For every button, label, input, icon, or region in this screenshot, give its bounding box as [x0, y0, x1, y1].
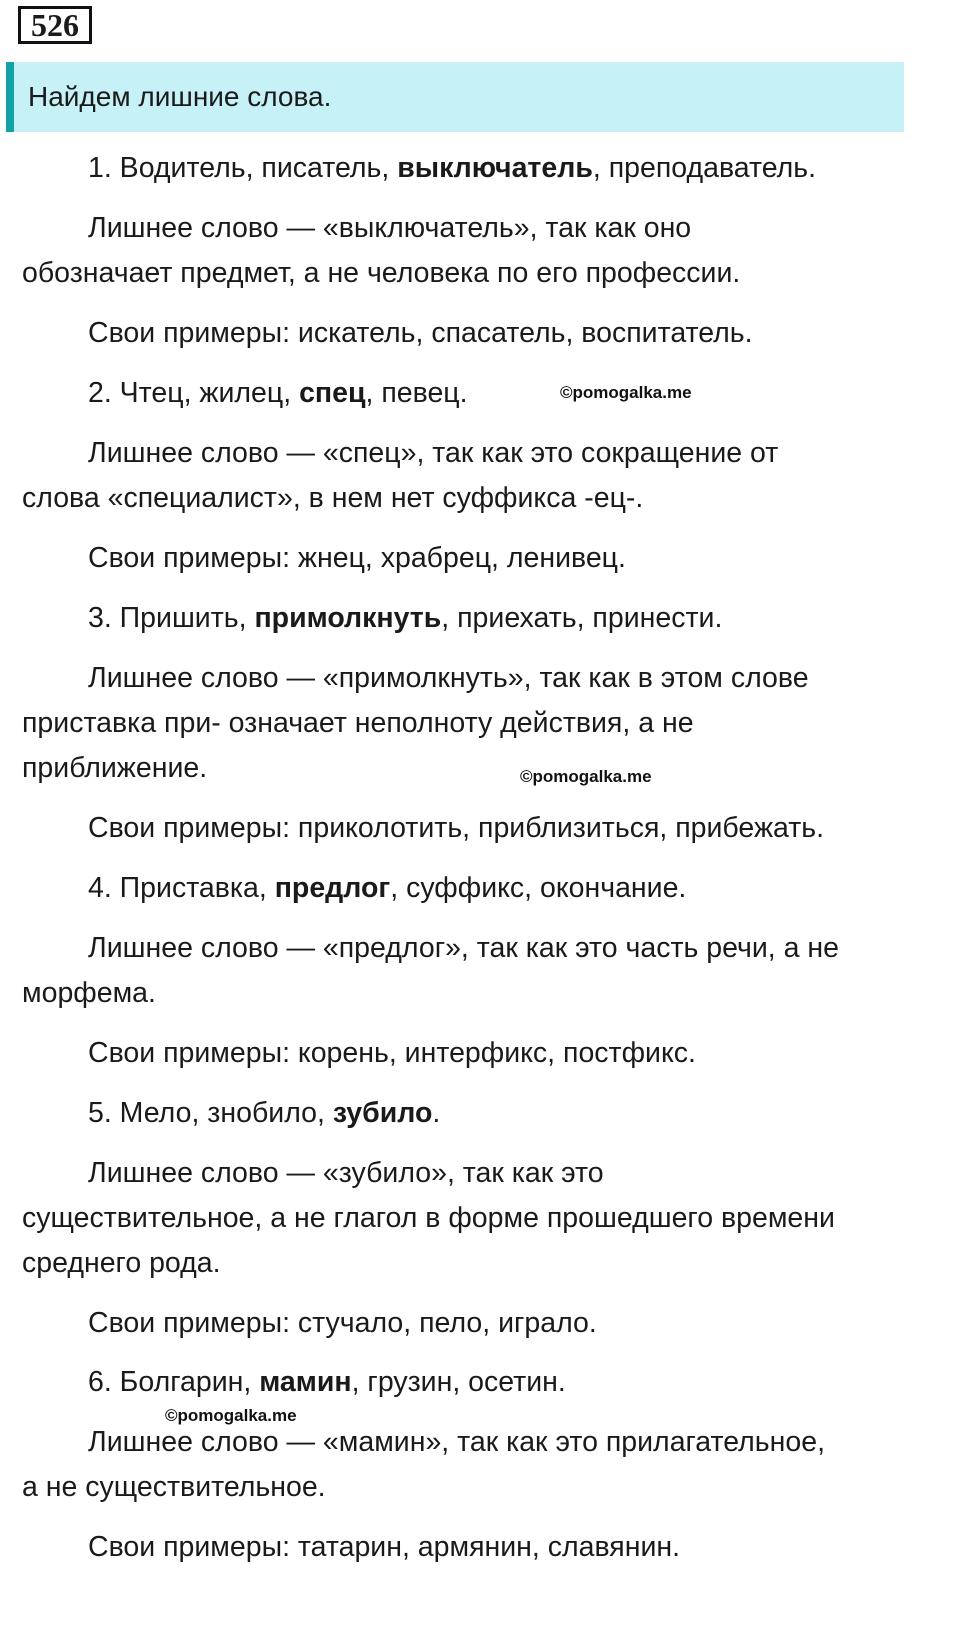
- item-4-line: 4. Приставка, предлог, суффикс, окончание.: [88, 872, 687, 904]
- watermark: ©pomogalka.me: [165, 1406, 297, 1425]
- watermark: ©pomogalka.me: [560, 383, 692, 402]
- item-2-examples: Свои примеры: жнец, храбрец, ленивец.: [88, 542, 626, 574]
- odd-word: зубило: [332, 1097, 433, 1129]
- item-3-line: 3. Пришить, примолкнуть, приехать, принести.: [88, 602, 723, 634]
- item-5-line: 5. Мело, знобило, зубило.: [88, 1097, 441, 1129]
- odd-word: мамин: [259, 1366, 352, 1398]
- item-5-examples: Свои примеры: стучало, пело, играло.: [88, 1307, 597, 1339]
- odd-word: спец: [299, 377, 366, 409]
- item-3-examples: Свои примеры: приколотить, приблизиться, прибежать.: [88, 812, 825, 844]
- task-number: 526: [18, 6, 92, 44]
- item-5-explanation: Лишнее слово — «зубило», так как это существительное, а не глагол в форме прошедшего времени среднего рода.: [22, 1157, 835, 1279]
- item-2-explanation: Лишнее слово — «спец», так как это сокращение от слова «специалист», в нем нет суффикса -ец-.: [22, 437, 779, 514]
- odd-word: выключатель: [397, 152, 593, 184]
- item-4-explanation: Лишнее слово — «предлог», так как это часть речи, а не морфема.: [22, 932, 839, 1009]
- odd-word: предлог: [274, 872, 391, 904]
- item-6-line: 6. Болгарин, мамин, грузин, осетин.: [88, 1366, 566, 1398]
- item-1-line: 1. Водитель, писатель, выключатель, преподаватель.: [88, 152, 817, 184]
- odd-word: примолкнуть: [254, 602, 442, 634]
- watermark: ©pomogalka.me: [520, 767, 652, 786]
- item-6-examples: Свои примеры: татарин, армянин, славянин.: [88, 1531, 681, 1563]
- item-3-explanation: Лишнее слово — «примолкнуть», так как в этом слове приставка при- означает неполноту действия, а не приближение.: [22, 662, 809, 784]
- item-2-line: 2. Чтец, жилец, спец, певец.: [88, 377, 468, 409]
- task-header: Найдем лишние слова.: [6, 62, 904, 132]
- item-1-examples: Свои примеры: искатель, спасатель, воспитатель.: [88, 317, 753, 349]
- item-4-examples: Свои примеры: корень, интерфикс, постфикс.: [88, 1037, 696, 1069]
- item-1-explanation: Лишнее слово — «выключатель», так как оно обозначает предмет, а не человека по его профессии.: [22, 212, 741, 289]
- item-6-explanation: Лишнее слово — «мамин», так как это прилагательное, а не существительное.: [22, 1426, 826, 1503]
